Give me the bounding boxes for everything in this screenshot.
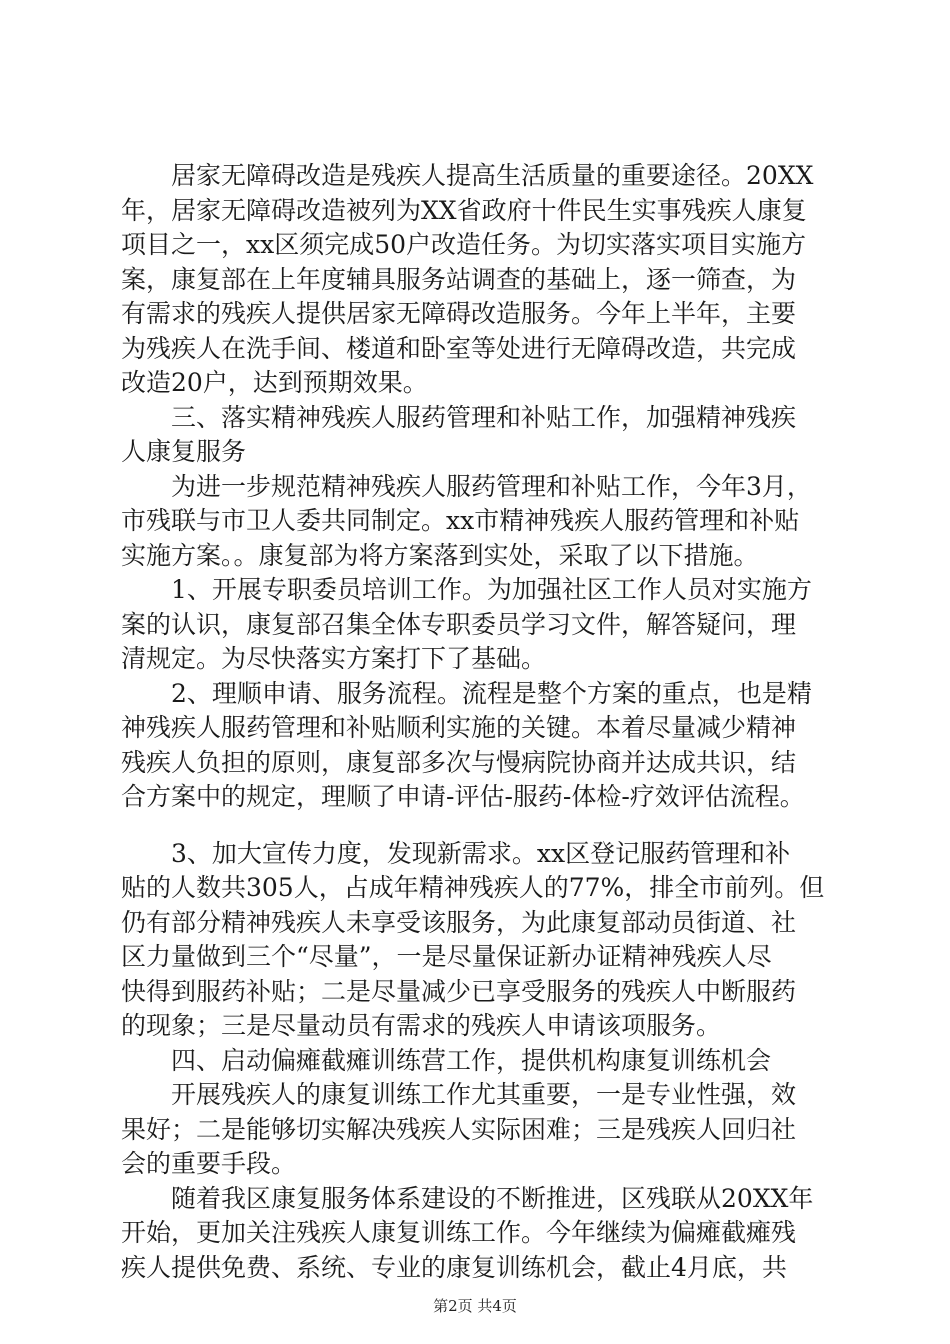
text-line: 随着我区康复服务体系建设的不断推进，区残联从20XX年 xyxy=(121,1183,814,1213)
text-line: 果好；二是能够切实解决残疾人实际困难；三是残疾人回归社 xyxy=(121,1114,797,1144)
text-line: 快得到服药补贴；二是尽量减少已享受服务的残疾人中断服药 xyxy=(121,976,797,1006)
text-line: 贴的人数共305人，占成年精神残疾人的77%，排全市前列。但 xyxy=(121,873,825,902)
text-line: 1、开展专职委员培训工作。为加强社区工作人员对实施方 xyxy=(121,575,812,604)
section-heading: 三、落实精神残疾人服药管理和补贴工作，加强精神残疾 xyxy=(121,402,797,432)
page-number-footer: 第2页 共4页 xyxy=(433,1297,517,1315)
text-line: 项目之一，xx区须完成50户改造任务。为切实落实项目实施方 xyxy=(121,230,807,259)
section-heading: 四、启动偏瘫截瘫训练营工作，提供机构康复训练机会 xyxy=(121,1045,772,1075)
text-line: 疾人提供免费、系统、专业的康复训练机会，截止4月底，共 xyxy=(121,1252,787,1282)
text-line: 会的重要手段。 xyxy=(121,1149,297,1178)
text-line: 为残疾人在洗手间、楼道和卧室等处进行无障碍改造，共完成 xyxy=(121,333,797,363)
text-line: 开始，更加关注残疾人康复训练工作。今年继续为偏瘫截瘫残 xyxy=(121,1218,797,1247)
section-heading: 人康复服务 xyxy=(121,437,247,466)
text-line: 有需求的残疾人提供居家无障碍改造服务。今年上半年，主要 xyxy=(121,299,797,328)
text-line: 合方案中的规定，理顺了申请-评估-服药-体检-疗效评估流程。 xyxy=(121,782,805,811)
text-line: 区力量做到三个“尽量”，一是尽量保证新办证精神残疾人尽 xyxy=(121,942,772,971)
text-line: 的现象；三是尽量动员有需求的残疾人申请该项服务。 xyxy=(121,1011,722,1040)
text-line: 为进一步规范精神残疾人服药管理和补贴工作，今年3月， xyxy=(121,471,812,501)
text-line: 2、理顺申请、服务流程。流程是整个方案的重点，也是精 xyxy=(121,678,812,708)
text-line: 神残疾人服药管理和补贴顺利实施的关键。本着尽量减少精神 xyxy=(121,713,797,742)
text-line: 改造20户，达到预期效果。 xyxy=(121,368,428,397)
text-line: 实施方案。。康复部为将方案落到实处，采取了以下措施。 xyxy=(121,540,759,570)
text-line: 残疾人负担的原则，康复部多次与慢病院协商并达成共识，结 xyxy=(121,747,797,777)
text-line: 案的认识，康复部召集全体专职委员学习文件，解答疑问，理 xyxy=(121,609,797,639)
text-line: 案，康复部在上年度辅具服务站调查的基础上，逐一筛查，为 xyxy=(121,264,797,294)
text-line: 居家无障碍改造是残疾人提高生活质量的重要途径。20XX xyxy=(121,161,814,190)
text-line: 开展残疾人的康复训练工作尤其重要，一是专业性强，效 xyxy=(121,1080,797,1109)
text-line: 市残联与市卫人委共同制定。xx市精神残疾人服药管理和补贴 xyxy=(121,506,800,535)
text-line: 仍有部分精神残疾人未享受该服务，为此康复部动员街道、社 xyxy=(121,907,797,937)
text-line: 3、加大宣传力度，发现新需求。xx区登记服药管理和补 xyxy=(121,838,791,868)
text-line: 年，居家无障碍改造被列为XX省政府十件民生实事残疾人康复 xyxy=(121,195,807,225)
text-line: 清规定。为尽快落实方案打下了基础。 xyxy=(121,644,547,673)
